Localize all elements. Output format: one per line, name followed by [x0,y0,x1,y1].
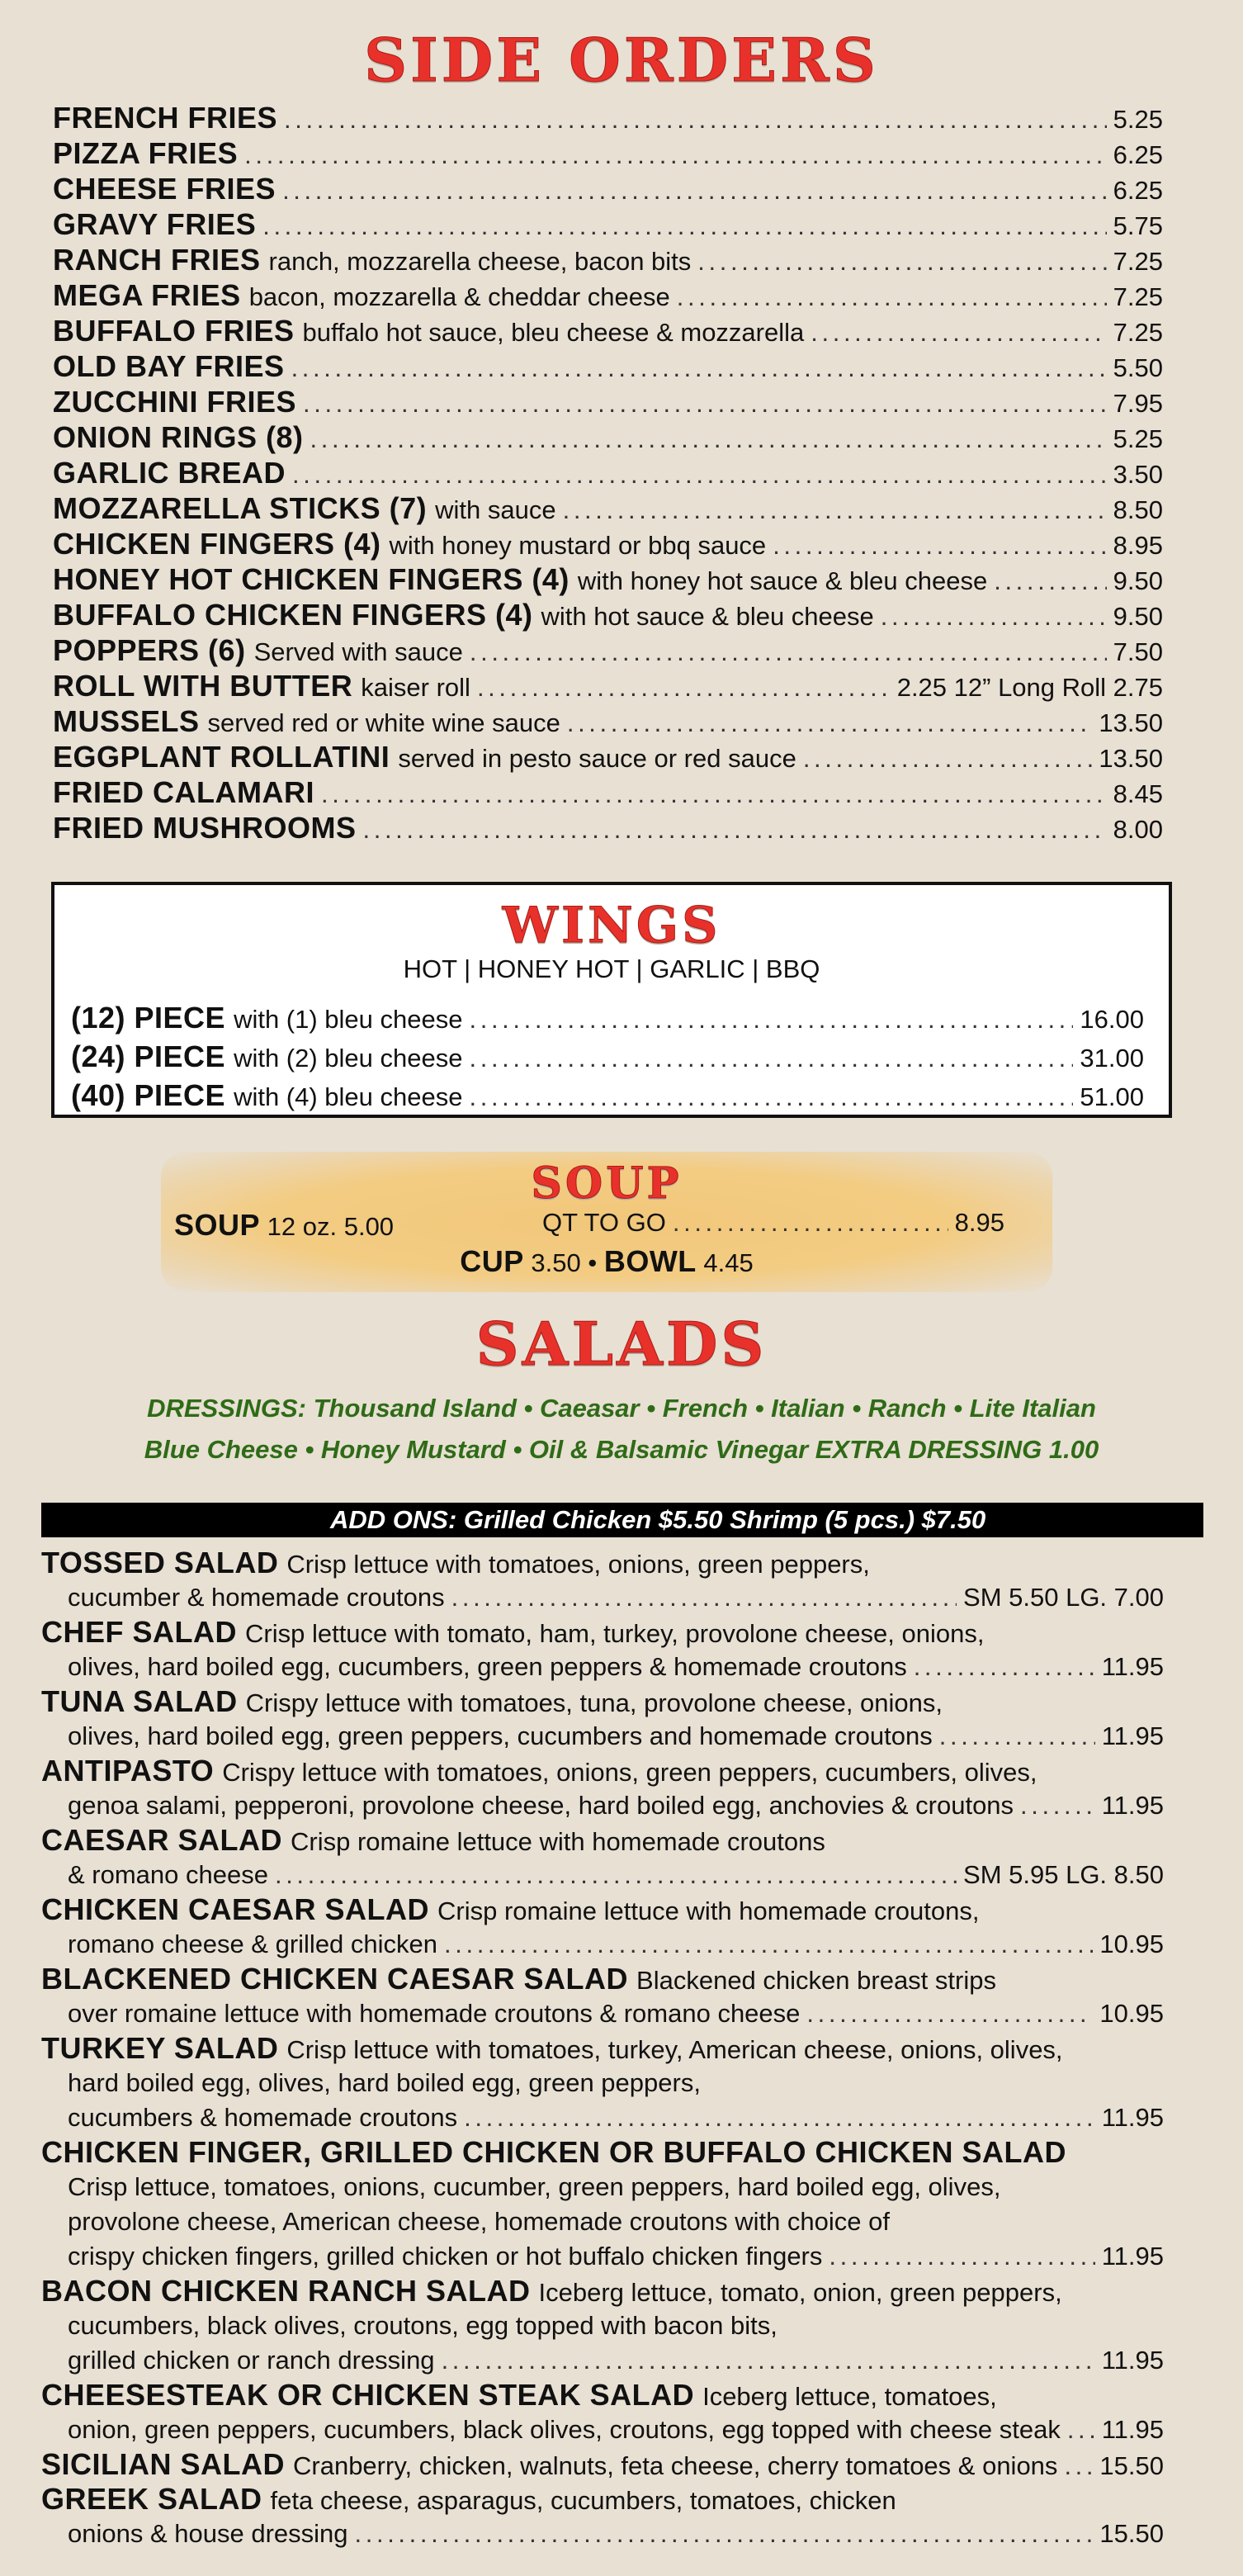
salad-name: BACON CHICKEN RANCH SALAD [41,2274,531,2308]
item-price: 13.50 [1099,708,1163,737]
item-name: ZUCCHINI FRIES [53,385,296,419]
wings-size: (24) PIECE [71,1039,226,1073]
salads-title: SALADS [475,1309,768,1379]
salad-desc-line [68,2239,1164,2274]
item-desc: with hot sauce & bleu cheese [541,602,874,631]
salad-desc-line [68,1650,1164,1684]
side-order-row [53,598,1163,634]
item-name: OLD BAY FRIES [53,349,285,383]
leader-dots [442,2343,1095,2378]
side-orders-title: SIDE ORDERS [364,25,879,95]
leader-dots [939,1719,1095,1754]
leader-dots [303,386,1107,421]
salad-desc: Crisp lettuce with tomato, ham, turkey, provolone cheese, onions, [245,1619,985,1648]
wings-price: 51.00 [1080,1082,1144,1111]
item-price: 3.50 [1113,460,1163,489]
item-price: 6.25 [1113,140,1163,169]
salad-heading [41,2031,1063,2067]
item-price: 8.45 [1113,779,1163,808]
salad-heading [41,2447,1164,2484]
salad-name: CHEESESTEAK OR CHICKEN STEAK SALAD [41,2378,695,2412]
salad-desc-line [68,1719,1164,1754]
salad-name: TUNA SALAD [41,1684,238,1718]
salad-price: 15.50 [1099,2519,1164,2548]
salad-desc: Cranberry, chicken, walnuts, feta cheese, cherry tomatoes & onions [293,2451,1058,2480]
soup-label: SOUP [174,1208,261,1242]
item-price: 8.50 [1113,495,1163,524]
side-order-row [53,101,1163,137]
salad-desc-line [68,2308,777,2343]
item-price: 8.00 [1113,815,1163,844]
salad-name: BLACKENED CHICKEN CAESAR SALAD [41,1962,629,1996]
salad-desc: cucumbers, black olives, croutons, egg topped with bacon bits, [68,2311,777,2340]
wings-flavors: HOT | HONEY HOT | GARLIC | BBQ [403,954,820,983]
item-name: BUFFALO FRIES [53,314,295,348]
item-price: 5.25 [1113,105,1163,134]
salad-price: 11.95 [1101,1652,1164,1681]
side-order-row [53,207,1163,244]
leader-dots [697,244,1106,279]
salad-heading [41,2378,997,2414]
item-name: PIZZA FRIES [53,136,239,170]
side-order-row [53,740,1163,776]
dressings-line-2: Blue Cheese • Honey Mustard • Oil & Balsamic Vinegar EXTRA DRESSING 1.00 [144,1435,1099,1464]
side-order-row [53,349,1163,386]
side-order-row [53,456,1163,492]
addons-bar: ADD ONS: Grilled Chicken $5.50 Shrimp (5 pcs.) $7.50 [41,1503,1203,1537]
salad-desc: Crisp romaine lettuce with homemade croutons [291,1827,825,1856]
salad-desc: provolone cheese, American cheese, homemade croutons with choice of [68,2207,891,2236]
soup-title: SOUP [531,1158,683,1209]
side-order-row [53,420,1163,457]
item-name: POPPERS (6) [53,633,246,667]
leader-dots [363,812,1107,847]
leader-dots [262,209,1106,244]
item-price: 9.50 [1113,566,1163,595]
item-desc: with honey mustard or bbq sauce [389,531,767,560]
salad-name: ANTIPASTO [41,1754,215,1788]
salad-desc: Crisp lettuce with tomatoes, turkey, American cheese, onions, olives, [286,2035,1063,2064]
salad-price: 15.50 [1099,2451,1164,2480]
item-name: MEGA FRIES [53,278,241,312]
leader-dots [567,706,1093,741]
item-name: RANCH FRIES [53,243,261,277]
side-order-row [53,172,1163,208]
item-name: HONEY HOT CHICKEN FINGERS (4) [53,562,570,596]
salad-desc-line [68,2517,1164,2551]
leader-dots [444,1927,1093,1962]
wings-size: (40) PIECE [71,1078,226,1112]
salad-desc-line [68,1996,1164,2031]
salad-desc: cucumber & homemade croutons [68,1583,445,1612]
leader-dots [321,777,1107,812]
salad-desc-line [68,2343,1164,2378]
wings-box [51,882,1172,1118]
salad-price: 10.95 [1099,1999,1164,2028]
item-name: EGGPLANT ROLLATINI [53,740,390,774]
leader-dots [1064,2449,1093,2484]
salad-price: 11.95 [1101,1721,1164,1750]
salad-name: TOSSED SALAD [41,1546,279,1579]
leader-dots [355,2517,1094,2551]
item-name: ROLL WITH BUTTER [53,669,353,703]
leader-dots [881,599,1107,634]
item-price: 9.50 [1113,602,1163,631]
bullet: • [588,1248,598,1277]
side-order-row [53,633,1163,670]
item-desc: bacon, mozzarella & cheddar cheese [248,282,670,311]
salad-name: CHICKEN CAESAR SALAD [41,1892,430,1926]
side-order-row [53,278,1163,315]
side-order-row [53,527,1163,563]
salad-desc: hard boiled egg, olives, hard boiled egg, green peppers, [68,2068,701,2097]
item-name: FRIED MUSHROOMS [53,811,357,845]
item-desc: kaiser roll [361,673,470,702]
leader-dots [470,1041,1074,1076]
leader-dots [1067,2413,1095,2447]
salad-desc-line [68,2066,701,2100]
item-name: GARLIC BREAD [53,456,286,490]
dressings-line-1: DRESSINGS: Thousand Island • Caeasar • French • Italian • Ranch • Lite Italian [147,1394,1096,1423]
item-price: 5.75 [1113,211,1163,240]
salad-desc-line [68,2413,1164,2447]
item-price: 7.95 [1113,389,1163,418]
wings-row [71,1001,1144,1037]
leader-dots [829,2239,1094,2274]
salad-price: SM 5.50 LG. 7.00 [963,1583,1164,1612]
item-name: CHEESE FRIES [53,172,276,206]
leader-dots [806,1996,1093,2031]
salad-price: 11.95 [1101,2415,1164,2444]
leader-dots [275,1858,957,1892]
salad-desc-line [68,1580,1164,1615]
salad-desc: onions & house dressing [68,2519,348,2548]
side-order-row [53,136,1163,173]
salad-heading [41,1892,980,1929]
soup-line [174,1208,394,1243]
salad-desc: over romaine lettuce with homemade croutons & romano cheese [68,1999,801,2028]
cup-bowl-line [161,1244,1052,1279]
salad-desc-line [68,1788,1164,1823]
salad-desc: Crispy lettuce with tomatoes, tuna, provolone cheese, onions, [245,1688,943,1717]
salad-desc: cucumbers & homemade croutons [68,2103,458,2132]
item-price: 8.95 [1113,531,1163,560]
side-order-row [53,243,1163,279]
salad-desc: olives, hard boiled egg, green peppers, cucumbers and homemade croutons [68,1721,933,1750]
salad-desc-line [68,2170,1000,2204]
salad-desc: Iceberg lettuce, tomatoes, [702,2382,997,2411]
salad-heading [41,1615,984,1651]
salad-heading [41,2135,1066,2171]
item-name: ONION RINGS (8) [53,420,304,454]
soup-box [161,1152,1052,1292]
salad-heading [41,1962,996,1998]
leader-dots [284,102,1107,137]
cup-price: 3.50 [531,1248,581,1277]
item-name: FRIED CALAMARI [53,775,314,809]
leader-dots [811,315,1106,350]
salad-name: CHICKEN FINGER, GRILLED CHICKEN OR BUFFALO CHICKEN SALAD [41,2135,1066,2169]
salad-name: CHEF SALAD [41,1615,237,1649]
wings-desc: with (1) bleu cheese [234,1005,463,1034]
soup-desc: 12 oz. 5.00 [267,1212,395,1241]
salad-desc: romano cheese & grilled chicken [68,1930,438,1958]
qt-dots [673,1208,948,1238]
side-order-row [53,491,1163,528]
leader-dots [470,1002,1074,1037]
leader-dots [470,1080,1074,1115]
salad-desc-line [68,1858,1164,1892]
salad-name: TURKEY SALAD [41,2031,279,2065]
wings-price: 16.00 [1080,1005,1144,1034]
salad-desc-line [68,2100,1164,2135]
item-desc: with sauce [435,495,556,524]
salad-heading [41,2482,896,2518]
item-desc: Served with sauce [253,637,463,666]
salad-price: 11.95 [1101,2103,1164,2132]
item-price: 7.25 [1113,282,1163,311]
leader-dots [470,635,1107,670]
salad-price: SM 5.95 LG. 8.50 [963,1860,1164,1889]
qt-price: 8.95 [954,1208,1004,1237]
wings-title: WINGS [502,897,721,954]
leader-dots [914,1650,1095,1684]
salad-desc: Crisp lettuce, tomatoes, onions, cucumber, green peppers, hard boiled egg, olives, [68,2172,1001,2201]
item-desc: buffalo hot sauce, bleu cheese & mozzarella [302,318,805,347]
item-price: 7.50 [1113,637,1163,666]
salad-heading [41,1684,943,1721]
item-name: MUSSELS [53,704,200,738]
salad-heading [41,2274,1062,2310]
salad-price: 11.95 [1101,1791,1164,1820]
item-price: 7.25 [1113,247,1163,276]
salad-price: 11.95 [1101,2346,1164,2375]
item-price: 13.50 [1099,744,1163,773]
salad-desc-line [68,1927,1164,1962]
salad-desc: feta cheese, asparagus, cucumbers, tomatoes, chicken [270,2486,896,2515]
salad-heading [41,1754,1037,1790]
item-desc: served in pesto sauce or red sauce [398,744,796,773]
leader-dots [291,351,1107,386]
leader-dots [803,741,1093,776]
wings-price: 31.00 [1080,1044,1144,1073]
wings-row [71,1039,1144,1076]
item-price: 7.25 [1113,318,1163,347]
qt-line [542,1208,1004,1238]
salad-desc: genoa salami, pepperoni, provolone cheese, hard boiled egg, anchovies & croutons [68,1791,1014,1820]
item-price: 6.25 [1113,176,1163,205]
side-order-row [53,385,1163,421]
salad-name: GREEK SALAD [41,2482,262,2516]
salad-desc: Crisp lettuce with tomatoes, onions, green peppers, [286,1550,870,1579]
leader-dots [292,457,1107,492]
salad-desc: onion, green peppers, cucumbers, black olives, croutons, egg topped with cheese steak [68,2415,1061,2444]
leader-dots [282,173,1107,208]
wings-size: (12) PIECE [71,1001,226,1035]
side-order-row [53,775,1163,812]
item-price: 5.50 [1113,353,1163,382]
side-order-row [53,811,1163,847]
salad-desc: & romano cheese [68,1860,268,1889]
salad-desc: Iceberg lettuce, tomato, onion, green peppers, [538,2278,1062,2307]
item-name: MOZZARELLA STICKS (7) [53,491,428,525]
leader-dots [464,2100,1095,2135]
salad-desc: crispy chicken fingers, grilled chicken or hot buffalo chicken fingers [68,2242,823,2271]
salad-desc: Blackened chicken breast strips [636,1966,996,1995]
salad-name: CAESAR SALAD [41,1823,283,1857]
leader-dots [244,138,1106,173]
item-price: 5.25 [1113,424,1163,453]
item-desc: ranch, mozzarella cheese, bacon bits [268,247,692,276]
wings-desc: with (2) bleu cheese [234,1044,463,1073]
salad-name: SICILIAN SALAD [41,2447,285,2481]
cup-label: CUP [460,1244,524,1278]
item-name: BUFFALO CHICKEN FINGERS (4) [53,598,533,632]
leader-dots [994,564,1106,599]
salad-price: 10.95 [1099,1930,1164,1958]
side-order-row [53,562,1163,599]
wings-desc: with (4) bleu cheese [234,1082,463,1111]
bowl-label: BOWL [603,1244,697,1278]
item-price: 2.25 12” Long Roll 2.75 [896,673,1163,702]
side-order-row [53,669,1163,705]
item-name: FRENCH FRIES [53,101,278,135]
leader-dots [310,422,1107,457]
leader-dots [677,280,1107,315]
salad-price: 11.95 [1101,2242,1164,2271]
salad-desc: Crispy lettuce with tomatoes, onions, green peppers, cucumbers, olives, [222,1758,1037,1787]
qt-label: QT TO GO [542,1208,666,1237]
item-desc: served red or white wine sauce [207,708,560,737]
leader-dots [451,1580,957,1615]
item-name: GRAVY FRIES [53,207,257,241]
item-name: CHICKEN FINGERS (4) [53,527,381,561]
leader-dots [1020,1788,1095,1823]
leader-dots [563,493,1107,528]
side-order-row [53,704,1163,741]
side-order-row [53,314,1163,350]
bowl-price: 4.45 [703,1248,754,1277]
salad-heading [41,1823,825,1859]
salad-heading [41,1546,870,1582]
leader-dots [477,670,891,705]
salad-desc-line [68,2204,890,2239]
leader-dots [773,528,1106,563]
salad-desc: olives, hard boiled egg, cucumbers, green peppers & homemade croutons [68,1652,907,1681]
wings-row [71,1078,1144,1115]
salad-desc: grilled chicken or ranch dressing [68,2346,435,2375]
item-desc: with honey hot sauce & bleu cheese [577,566,988,595]
salad-desc: Crisp romaine lettuce with homemade croutons, [437,1896,980,1925]
